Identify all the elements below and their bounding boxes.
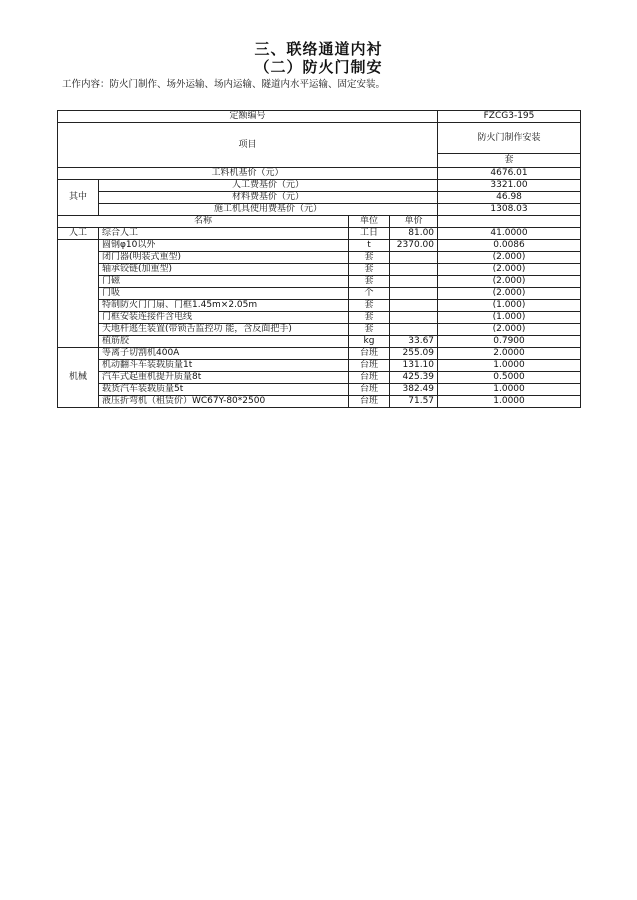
row-qty: 0.0086 [438,240,581,252]
quota-table [57,110,581,408]
labor-group-label: 人工 [58,228,99,240]
row-unit: 工日 [349,228,390,240]
row-price: 81.00 [390,228,438,240]
row-qty: (2.000) [438,276,581,288]
col-unit-header: 单位 [349,216,390,228]
row-price [390,300,438,312]
machine-cost-label: 施工机具使用费基价（元） [99,204,438,216]
row-unit: 套 [349,312,390,324]
table-row [58,240,581,252]
quota-code-label: 定额编号 [58,111,438,123]
row-qty: (2.000) [438,252,581,264]
row-qty: 1.0000 [438,360,581,372]
row-name: 圆钢φ10以外 [99,240,349,252]
row-name: 载货汽车装载质量5t [99,384,349,396]
base-price-value: 4676.01 [438,168,581,180]
page-title: 三、联络通道内衬 [254,40,383,58]
col-price-header: 单价 [390,216,438,228]
row-qty: (1.000) [438,300,581,312]
table-row [58,348,581,360]
table-row [58,360,581,372]
row-unit: 台班 [349,360,390,372]
row-qty: (1.000) [438,312,581,324]
row-name: 轴承铰链(加重型) [99,264,349,276]
base-price-row [58,168,581,180]
row-name: 汽车式起重机提升质量8t [99,372,349,384]
row-price: 131.10 [390,360,438,372]
row-name: 闭门器(明装式重型) [99,252,349,264]
row-qty: 41.0000 [438,228,581,240]
row-qty: (2.000) [438,324,581,336]
labor-cost-value: 3321.00 [438,180,581,192]
row-name: 机动翻斗车装载质量1t [99,360,349,372]
table-row [58,384,581,396]
row-unit: 个 [349,288,390,300]
row-qty: 1.0000 [438,396,581,408]
table-row [58,300,581,312]
col-name-header: 名称 [58,216,349,228]
row-unit: 套 [349,252,390,264]
row-price: 255.09 [390,348,438,360]
row-qty: (2.000) [438,288,581,300]
row-price [390,252,438,264]
row-price [390,288,438,300]
labor-cost-label: 人工费基价（元） [99,180,438,192]
row-unit: t [349,240,390,252]
machine-group-label: 机械 [58,348,99,408]
row-unit: 台班 [349,396,390,408]
row-unit: 套 [349,324,390,336]
row-price [390,324,438,336]
row-price [390,264,438,276]
table-row [58,252,581,264]
row-price: 71.57 [390,396,438,408]
row-name: 门吸 [99,288,349,300]
row-qty: 0.7900 [438,336,581,348]
row-price: 425.39 [390,372,438,384]
table-row [58,396,581,408]
row-price: 2370.00 [390,240,438,252]
table-row [58,228,581,240]
item-name: 防火门制作安装 [438,123,581,154]
page-subtitle: （二）防火门制安 [254,58,383,76]
row-name: 植筋胶 [99,336,349,348]
item-row [58,123,581,154]
table-row [58,336,581,348]
row-unit: 台班 [349,372,390,384]
row-name: 液压折弯机（租赁价）WC67Y-80*2500 [99,396,349,408]
labor-cost-row [58,180,581,192]
base-price-label: 工料机基价（元） [58,168,438,180]
quota-code-row [58,111,581,123]
item-unit: 套 [438,154,581,168]
table-row [58,312,581,324]
row-qty: 0.5000 [438,372,581,384]
machine-cost-row [58,204,581,216]
item-label: 项目 [58,123,438,168]
row-price: 382.49 [390,384,438,396]
machine-cost-value: 1308.03 [438,204,581,216]
table-row [58,372,581,384]
material-group-label [58,240,99,348]
table-row [58,288,581,300]
row-name: 综合人工 [99,228,349,240]
row-price [390,276,438,288]
row-price: 33.67 [390,336,438,348]
table-row [58,264,581,276]
row-unit: 套 [349,264,390,276]
row-qty: (2.000) [438,264,581,276]
row-unit: 台班 [349,348,390,360]
table-row [58,324,581,336]
col-qty-header [438,216,581,228]
among-label: 其中 [58,180,99,216]
material-cost-row [58,192,581,204]
row-name: 天地杆逃生装置(带锁舌监控功 能，含反面把手) [99,324,349,336]
row-unit: 套 [349,276,390,288]
quota-code-value: FZCG3-195 [438,111,581,123]
row-unit: kg [349,336,390,348]
row-name: 门磁 [99,276,349,288]
material-cost-label: 材料费基价（元） [99,192,438,204]
row-unit: 台班 [349,384,390,396]
work-content: 工作内容：防火门制作、场外运输、场内运输、隧道内水平运输、固定安装。 [62,79,386,90]
row-name: 门框安装连接件含电线 [99,312,349,324]
table-row [58,276,581,288]
row-price [390,312,438,324]
row-qty: 2.0000 [438,348,581,360]
row-name: 特制防火门门扇、门框1.45m×2.05m [99,300,349,312]
row-qty: 1.0000 [438,384,581,396]
row-unit: 套 [349,300,390,312]
material-cost-value: 46.98 [438,192,581,204]
column-header-row [58,216,581,228]
row-name: 等离子切割机400A [99,348,349,360]
